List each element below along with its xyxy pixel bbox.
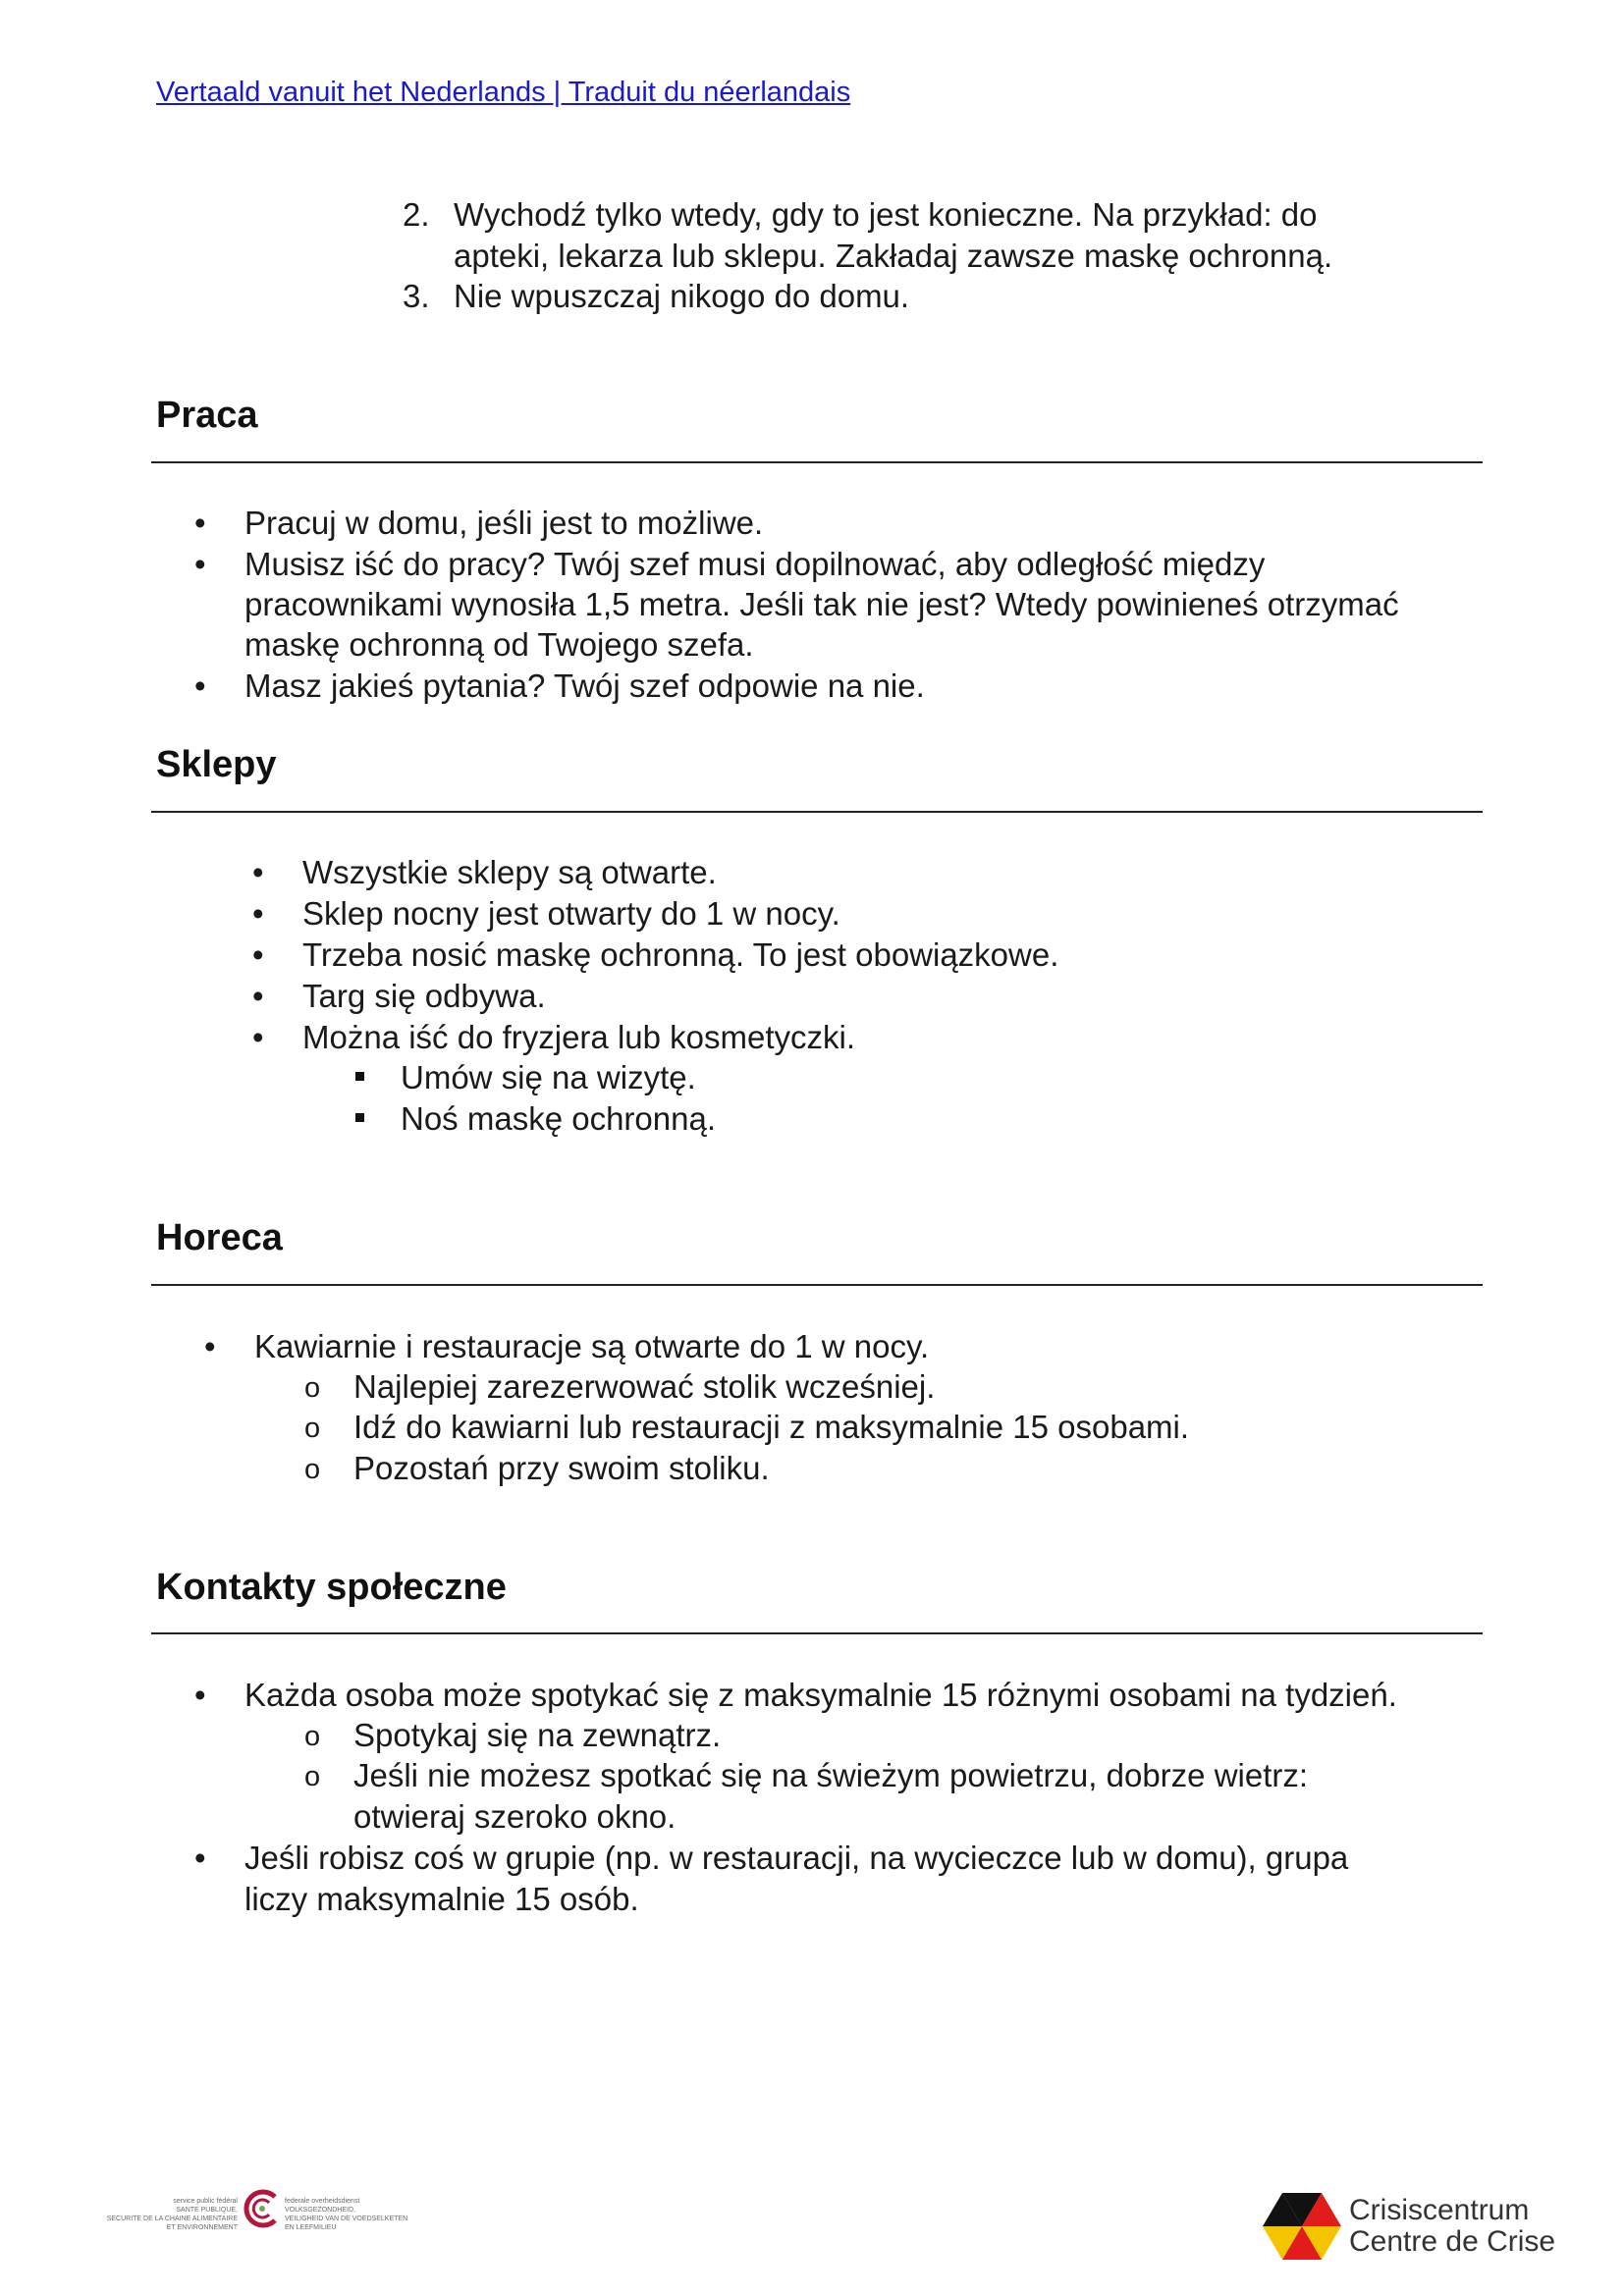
numbered-item-line: Wychodź tylko wtedy, gdy to jest konieczne. Na przykład: do — [454, 196, 1318, 233]
crisis-centre-emblem-icon — [1263, 2191, 1341, 2264]
fps-emblem-icon — [240, 2187, 283, 2230]
bullet-icon: • — [194, 1677, 206, 1713]
fps-logo-text-fr: service public fédéral SANTE PUBLIQUE, SECURITE DE LA CHAINE ALIMENTAIRE ET ENVIRONNEMENT — [106, 2198, 238, 2231]
bullet-icon: • — [252, 895, 264, 932]
list-item: Każda osoba może spotykać się z maksymalnie 15 różnymi osobami na tydzień. — [244, 1677, 1397, 1713]
square-bullet-icon — [355, 1072, 364, 1081]
translation-note-link[interactable]: Vertaald vanuit het Nederlands | Traduit du néerlandais — [156, 77, 851, 108]
section-divider — [151, 1284, 1483, 1286]
square-bullet-icon — [355, 1113, 364, 1122]
bullet-icon: • — [252, 854, 264, 890]
sub-list-item: Najlepiej zarezerwować stolik wcześniej. — [353, 1368, 936, 1405]
list-item: Pracuj w domu, jeśli jest to możliwe. — [244, 505, 764, 541]
bullet-icon: • — [252, 936, 264, 973]
section-divider — [151, 1632, 1483, 1634]
bullet-icon: • — [204, 1328, 216, 1364]
section-heading-sklepy: Sklepy — [156, 744, 277, 785]
bullet-icon: • — [252, 978, 264, 1014]
list-number: 3. — [403, 278, 430, 314]
list-item: Kawiarnie i restauracje są otwarte do 1 w nocy. — [254, 1328, 930, 1364]
section-divider — [151, 811, 1483, 813]
circle-bullet-icon: o — [304, 1721, 321, 1752]
list-item: Targ się odbywa. — [302, 978, 546, 1014]
circle-bullet-icon: o — [304, 1454, 321, 1485]
bullet-icon: • — [194, 667, 206, 704]
list-item: liczy maksymalnie 15 osób. — [244, 1881, 639, 1917]
sub-list-item: Idź do kawiarni lub restauracji z maksymalnie 15 osobami. — [353, 1409, 1190, 1445]
list-item: maskę ochronną od Twojego szefa. — [244, 626, 754, 663]
circle-bullet-icon: o — [304, 1761, 321, 1792]
list-item: Musisz iść do pracy? Twój szef musi dopilnować, aby odległość między — [244, 546, 1266, 582]
sub-list-item: Noś maskę ochronną. — [401, 1100, 716, 1137]
list-item: Można iść do fryzjera lub kosmetyczki. — [302, 1019, 856, 1055]
list-item: Jeśli robisz coś w grupie (np. w restauracji, na wycieczce lub w domu), grupa — [244, 1840, 1349, 1876]
sub-list-item: Pozostań przy swoim stoliku. — [353, 1450, 770, 1486]
list-item: pracownikami wynosiła 1,5 metra. Jeśli tak nie jest? Wtedy powinieneś otrzymać — [244, 586, 1399, 622]
circle-bullet-icon: o — [304, 1372, 321, 1404]
bullet-icon: • — [194, 546, 206, 582]
sub-list-item: Jeśli nie możesz spotkać się na świeżym powietrzu, dobrze wietrz: — [353, 1757, 1309, 1793]
section-heading-praca: Praca — [156, 395, 258, 436]
section-heading-horeca: Horeca — [156, 1217, 283, 1258]
numbered-item-line: apteki, lekarza lub sklepu. Zakładaj zawsze maskę ochronną. — [454, 238, 1333, 274]
bullet-icon: • — [194, 1840, 206, 1876]
list-item: Sklep nocny jest otwarty do 1 w nocy. — [302, 895, 840, 932]
sub-list-item: Umów się na wizytę. — [401, 1059, 696, 1095]
crisis-centre-name: Crisiscentrum Centre de Crise — [1349, 2194, 1556, 2258]
numbered-item-line: Nie wpuszczaj nikogo do domu. — [454, 278, 910, 314]
fps-logo-text-nl: federale overheidsdienst VOLKSGEZONDHEID, VEILIGHEID VAN DE VOEDSELKETEN EN LEEFMILIEU — [285, 2198, 408, 2231]
list-number: 2. — [403, 196, 430, 233]
list-item: Wszystkie sklepy są otwarte. — [302, 854, 717, 890]
sub-list-item: Spotykaj się na zewnątrz. — [353, 1717, 722, 1753]
section-heading-kontakty: Kontakty społeczne — [156, 1567, 507, 1608]
bullet-icon: • — [194, 505, 206, 541]
bullet-icon: • — [252, 1019, 264, 1055]
circle-bullet-icon: o — [304, 1413, 321, 1444]
section-divider — [151, 461, 1483, 463]
sub-list-item: otwieraj szeroko okno. — [353, 1798, 677, 1835]
list-item: Masz jakieś pytania? Twój szef odpowie na nie. — [244, 667, 925, 704]
list-item: Trzeba nosić maskę ochronną. To jest obowiązkowe. — [302, 936, 1059, 973]
fps-health-logo — [106, 2187, 408, 2246]
